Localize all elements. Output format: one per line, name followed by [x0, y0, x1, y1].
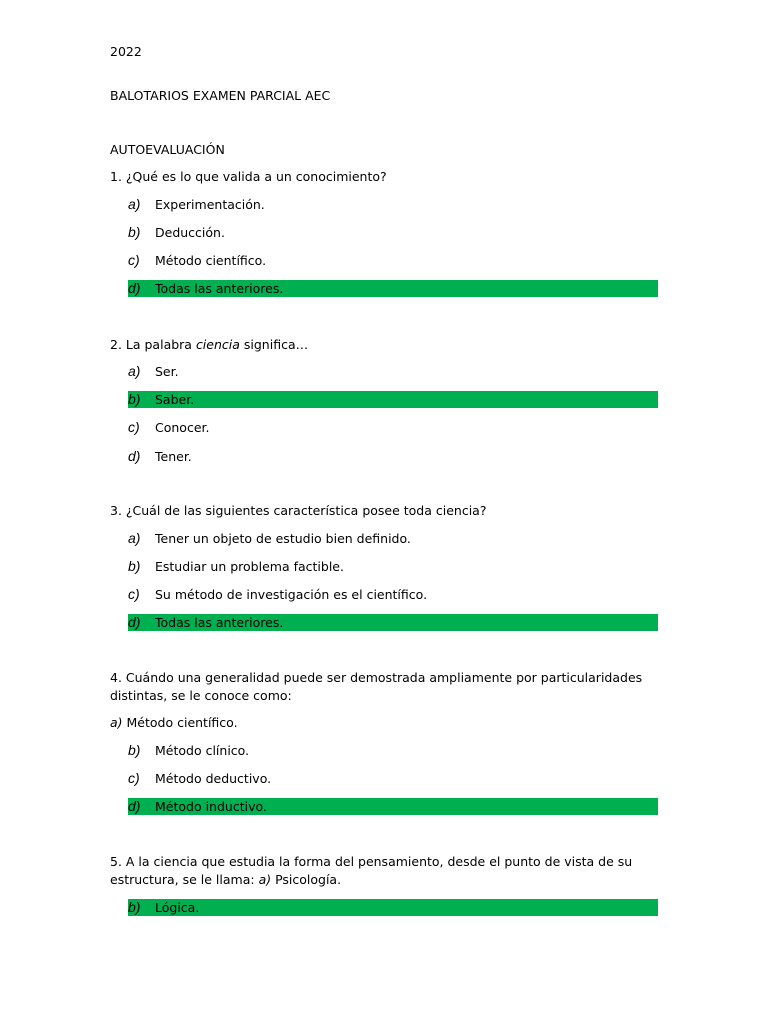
- option-text: Todas las anteriores.: [155, 281, 284, 296]
- option-text: Deducción.: [155, 225, 225, 240]
- option-letter: c): [128, 770, 140, 786]
- question-5: [110, 853, 660, 889]
- year-text: 2022: [110, 44, 142, 59]
- option-1b: [128, 224, 658, 241]
- option-text: Su método de investigación es el científico.: [155, 587, 428, 602]
- question-3: 3. ¿Cuál de las siguientes característica posee toda ciencia?: [110, 503, 487, 518]
- option-text: Conocer.: [155, 420, 210, 435]
- question-4: 4. Cuándo una generalidad puede ser demostrada ampliamente por particularidades distintas, se le conoce como:: [110, 670, 643, 703]
- option-letter: c): [128, 419, 140, 435]
- question-2: [110, 336, 308, 353]
- option-5b-highlighted: [128, 899, 658, 916]
- option-letter: b): [128, 224, 141, 240]
- option-text: Método clínico.: [155, 743, 250, 758]
- option-letter: b): [128, 742, 141, 758]
- option-text: Método científico.: [122, 715, 238, 730]
- option-letter: d): [128, 280, 141, 296]
- option-letter: a): [128, 530, 141, 546]
- option-letter: d): [128, 448, 141, 464]
- option-text: Psicología.: [271, 872, 342, 887]
- option-text: Ser.: [155, 364, 179, 379]
- option-letter: d): [128, 798, 141, 814]
- section-heading: AUTOEVALUACIÓN: [110, 142, 225, 157]
- option-text: Lógica.: [155, 900, 200, 915]
- option-letter: b): [128, 899, 141, 915]
- option-2c: [128, 419, 658, 436]
- option-letter: a): [110, 715, 123, 730]
- question-5-text: 5. A la ciencia que estudia la forma del pensamiento, desde el punto de vista de su estructura, se le llama:: [110, 854, 633, 887]
- option-text: Todas las anteriores.: [155, 615, 284, 630]
- option-text: Método inductivo.: [155, 799, 267, 814]
- option-3b: [128, 558, 658, 575]
- option-4d-highlighted: [128, 798, 658, 815]
- option-3c: [128, 586, 658, 603]
- option-text: Método deductivo.: [155, 771, 272, 786]
- option-2a: [128, 363, 658, 380]
- option-1a: [128, 196, 658, 213]
- option-3a: [128, 530, 658, 547]
- question-2-text-before: 2. La palabra: [110, 337, 196, 352]
- question-2-text-after: significa…: [239, 337, 309, 352]
- question-1: 1. ¿Qué es lo que valida a un conocimiento?: [110, 169, 387, 184]
- option-letter: a): [128, 363, 141, 379]
- option-letter: c): [128, 252, 140, 268]
- question-2-emphasis: ciencia: [195, 337, 240, 352]
- option-text: Experimentación.: [155, 197, 265, 212]
- option-1d-highlighted: [128, 280, 658, 297]
- option-1c: [128, 252, 658, 269]
- option-3d-highlighted: [128, 614, 658, 631]
- option-text: Método científico.: [155, 253, 267, 268]
- option-letter: a): [128, 196, 141, 212]
- option-letter: a): [258, 872, 272, 887]
- option-letter: b): [128, 558, 141, 574]
- option-text: Tener.: [155, 449, 192, 464]
- option-text: Tener un objeto de estudio bien definido.: [155, 531, 411, 546]
- option-letter: d): [128, 614, 141, 630]
- document-title: BALOTARIOS EXAMEN PARCIAL AEC: [110, 88, 331, 103]
- option-letter: c): [128, 586, 140, 602]
- option-2b-highlighted: [128, 391, 658, 408]
- question-4-inline-option: [110, 714, 238, 731]
- option-4c: [128, 770, 658, 787]
- option-letter: b): [128, 391, 141, 407]
- option-text: Saber.: [155, 392, 195, 407]
- option-4b: [128, 742, 658, 759]
- option-text: Estudiar un problema factible.: [155, 559, 344, 574]
- option-2d: [128, 448, 658, 465]
